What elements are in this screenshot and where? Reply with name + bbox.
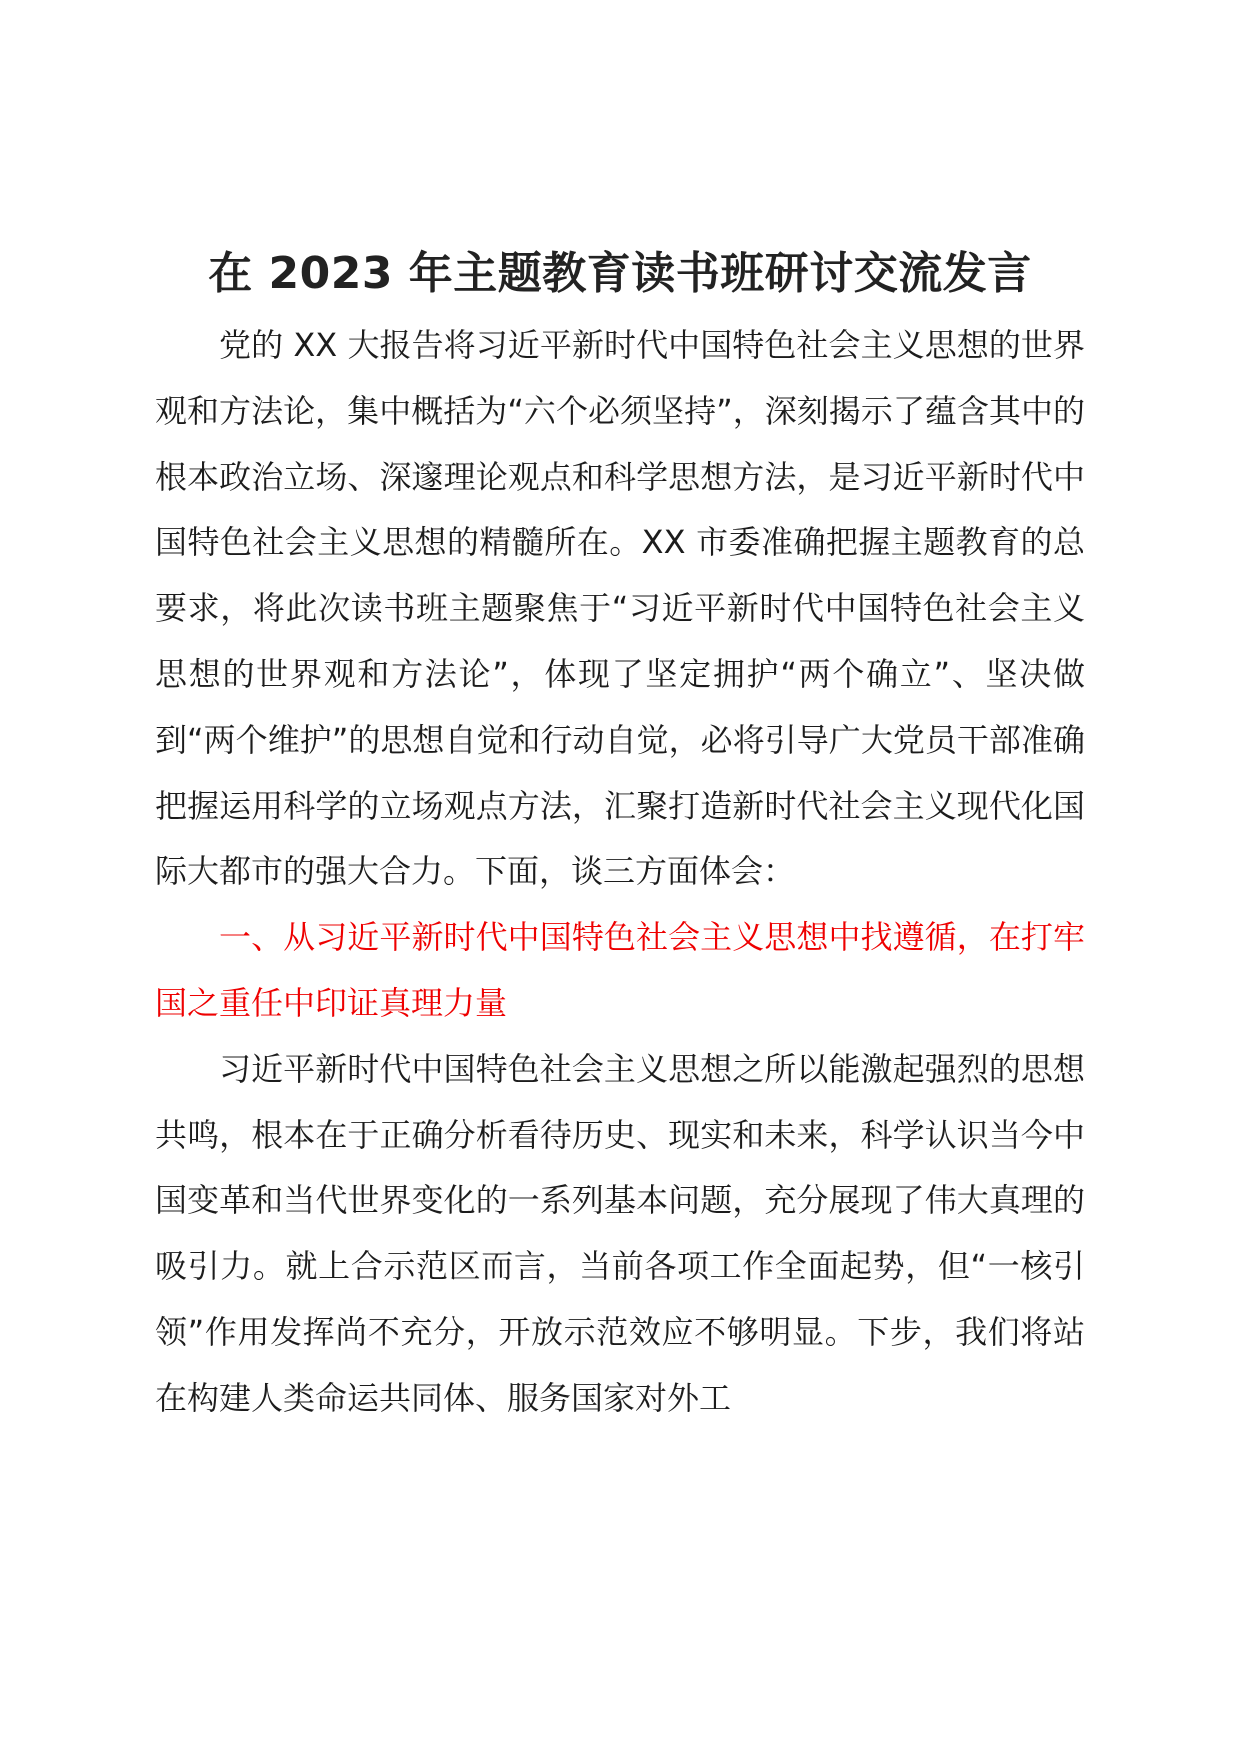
- document-body: [155, 235, 1085, 1432]
- document-title: 在 2023 年主题教育读书班研讨交流发言: [208, 248, 1032, 299]
- section-heading-1: 一、从习近平新时代中国特色社会主义思想中找遵循，在打牢国之重任中印证真理力量: [155, 918, 1085, 1022]
- section-1-paragraph: 习近平新时代中国特色社会主义思想之所以能激起强烈的思想共鸣，根本在于正确分析看待历史、现实和未来，科学认识当今中国变革和当代世界变化的一系列基本问题，充分展现了伟大真理的吸引力。就上合示范区而言，当前各项工作全面起势，但“一核引领”作用发挥尚不充分，开放示范效应不够明显。下步，我们将站在构建人类命运共同体、服务国家对外工: [155, 1049, 1085, 1417]
- intro-paragraph: 党的 XX 大报告将习近平新时代中国特色社会主义思想的世界观和方法论，集中概括为“六个必须坚持”，深刻揭示了蕴含其中的根本政治立场、深邃理论观点和科学思想方法，是习近平新时代中国特色社会主义思想的精髓所在。XX 市委准确把握主题教育的总要求，将此次读书班主题聚焦于“习近平新时代中国特色社会主义思想的世界观和方法论”，体现了坚定拥护“两个确立”、坚决做到“两个维护”的思想自觉和行动自觉，必将引导广大党员干部准确把握运用科学的立场观点方法，汇聚打造新时代社会主义现代化国际大都市的强大合力。下面，谈三方面体会：: [155, 326, 1085, 891]
